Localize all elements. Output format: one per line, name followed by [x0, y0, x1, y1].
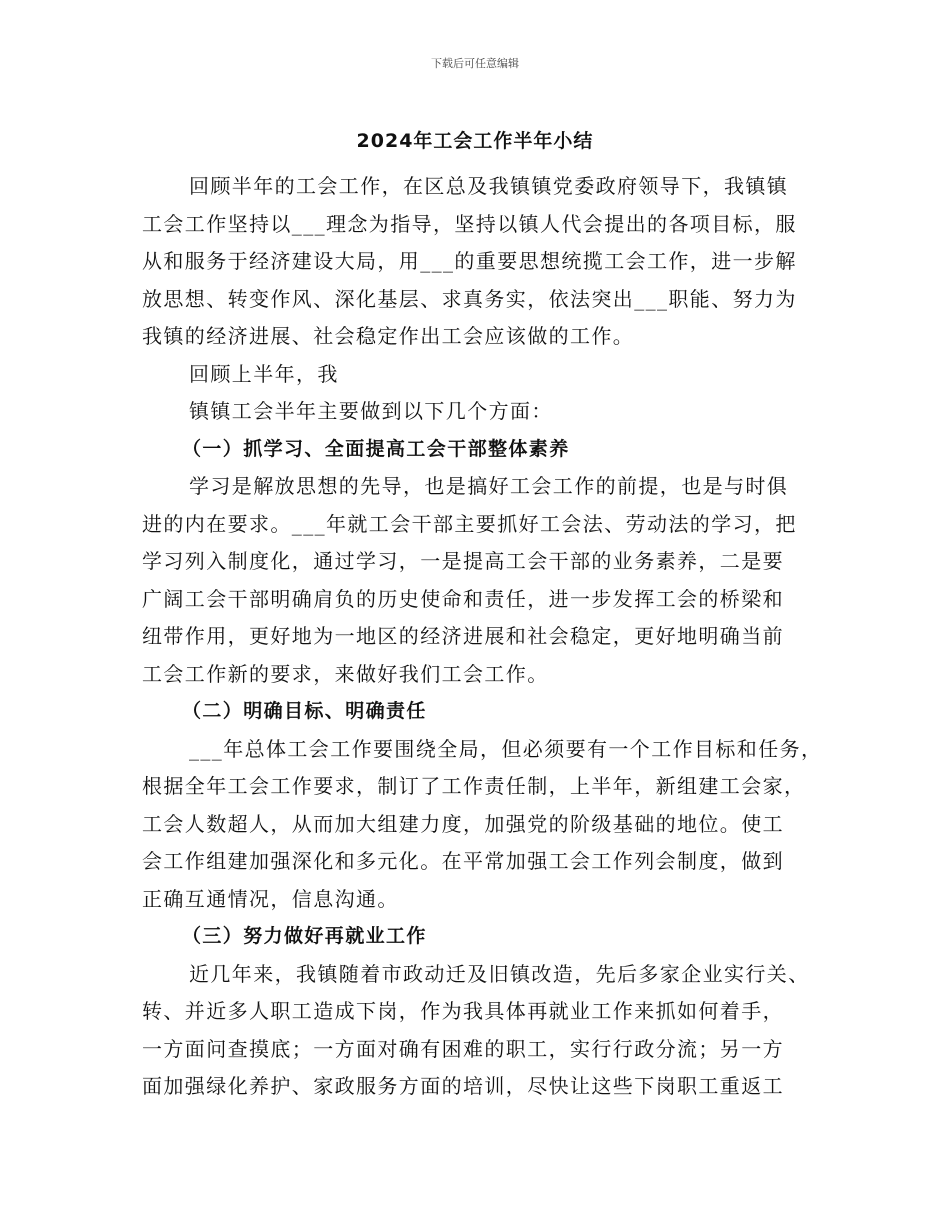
paragraph-line: 近几年来，我镇随着市政动迁及旧镇改造，先后多家企业实行关、 — [189, 961, 810, 986]
section-heading-1: （一）抓学习、全面提高工会干部整体素养 — [182, 437, 570, 460]
paragraph-line: 我镇的经济进展、社会稳定作出工会应该做的工作。 — [142, 324, 635, 348]
paragraph-line: ___年总体工会工作要围绕全局，但必须要有一个工作目标和任务， — [189, 736, 823, 761]
paragraph-line: 面加强绿化养护、家政服务方面的培训，尽快让这些下岗职工重返工 — [142, 1074, 784, 1098]
header-note: 下载后可任意编辑 — [431, 57, 519, 70]
paragraph-line: 根据全年工会工作要求，制订了工作责任制，上半年，新组建工会家， — [142, 774, 806, 798]
section-heading-2: （二）明确目标、明确责任 — [182, 700, 427, 722]
paragraph-line: 放思想、转变作风、深化基层、求真务实，依法突出___职能、努力为 — [142, 286, 797, 311]
paragraph-line: 进的内在要求。___年就工会干部主要抓好工会法、劳动法的学习，把 — [142, 511, 797, 536]
paragraph-line: 一方面问查摸底；一方面对确有困难的职工，实行行政分流；另一方 — [142, 1036, 784, 1061]
paragraph-line: 学习是解放思想的先导，也是搞好工会工作的前提，也是与时俱 — [189, 474, 789, 498]
paragraph-line: 转、并近多人职工造成下岗，作为我具体再就业工作来抓如何着手， — [142, 999, 784, 1023]
paragraph-line: 正确互通情况，信息沟通。 — [142, 886, 399, 911]
paragraph-line: 回顾上半年，我 — [189, 361, 339, 386]
section-heading-3: （三）努力做好再就业工作 — [182, 925, 427, 947]
paragraph-line: 回顾半年的工会工作，在区总及我镇镇党委政府领导下，我镇镇 — [189, 174, 789, 198]
paragraph-line: 会工作组建加强深化和多元化。在平常加强工会工作列会制度，做到 — [142, 849, 784, 873]
document-title: 2024年工会工作半年小结 — [356, 130, 594, 152]
paragraph-line: 学习列入制度化，通过学习，一是提高工会干部的业务素养，二是要 — [142, 549, 784, 573]
paragraph-line: 从和服务于经济建设大局，用___的重要思想统揽工会工作，进一步解 — [142, 249, 797, 273]
paragraph-line: 纽带作用，更好地为一地区的经济进展和社会稳定，更好地明确当前 — [142, 624, 784, 648]
paragraph-line: 镇镇工会半年主要做到以下几个方面： — [189, 399, 553, 423]
document-body — [142, 168, 822, 1106]
paragraph-line: 工会工作坚持以___理念为指导，坚持以镇人代会提出的各项目标，服 — [142, 211, 797, 236]
paragraph-line: 工会工作新的要求，来做好我们工会工作。 — [142, 661, 549, 686]
paragraph-line: 工会人数超人，从而加大组建力度，加强党的阶级基础的地位。使工 — [142, 811, 784, 836]
paragraph-line: 广阔工会干部明确肩负的历史使命和责任，进一步发挥工会的桥梁和 — [142, 586, 784, 611]
